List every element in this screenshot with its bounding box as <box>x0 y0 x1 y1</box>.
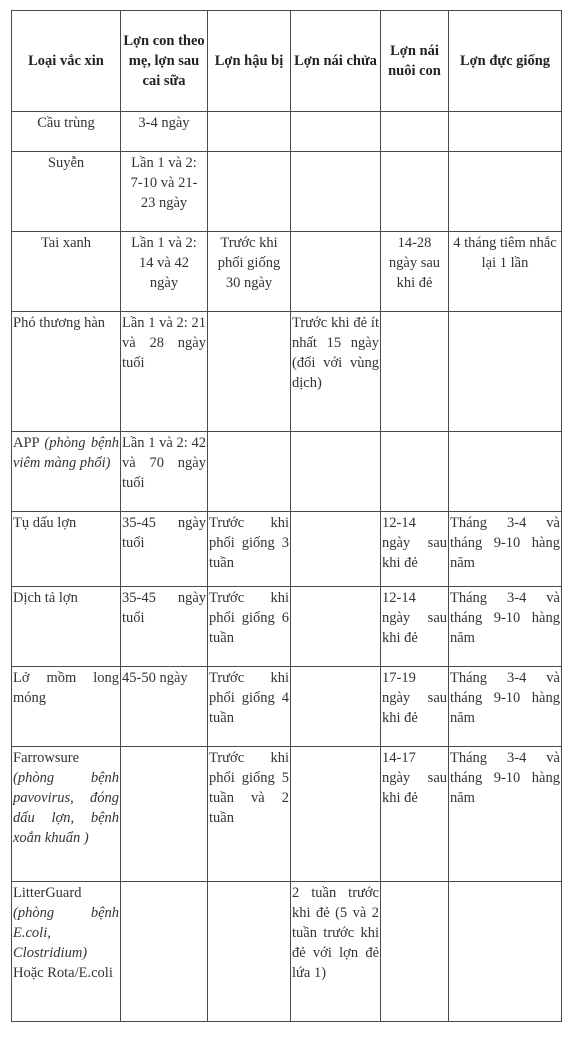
vaccine-name-cell <box>12 112 121 152</box>
table-row <box>12 587 562 667</box>
schedule-text <box>381 112 448 114</box>
schedule-text: Tháng 3-4 và tháng 9-10 hàng năm <box>450 515 560 571</box>
schedule-text <box>291 152 380 154</box>
vaccine-name: Tai xanh <box>40 235 92 251</box>
schedule-cell-pregnant-sows <box>291 112 381 152</box>
table-row <box>12 152 562 232</box>
header-pregnant-sows: Lợn nái chửa <box>291 11 381 112</box>
schedule-cell-pregnant-sows <box>291 587 381 667</box>
schedule-text: Lần 1 và 2: 7-10 và 21-23 ngày <box>130 155 198 211</box>
schedule-text <box>381 432 448 434</box>
schedule-text: 12-14 ngày sau khi đẻ <box>382 515 447 571</box>
schedule-cell-pregnant-sows <box>291 667 381 747</box>
schedule-cell-gilts <box>208 882 291 1022</box>
schedule-cell-pregnant-sows <box>291 152 381 232</box>
schedule-text <box>121 882 207 884</box>
schedule-text <box>449 432 561 434</box>
header-boars: Lợn đực giống <box>449 11 562 112</box>
schedule-text: 2 tuần trước khi đẻ (5 và 2 tuần trước khi đẻ với lợn đẻ lứa 1) <box>292 885 379 981</box>
schedule-cell-pregnant-sows <box>291 882 381 1022</box>
vaccine-name-cell <box>12 432 121 512</box>
schedule-text <box>291 112 380 114</box>
schedule-text <box>208 432 290 434</box>
schedule-cell-gilts <box>208 152 291 232</box>
schedule-cell-lactating-sows <box>381 667 449 747</box>
table-row <box>12 432 562 512</box>
vaccine-name: APP <box>13 435 40 451</box>
table-row <box>12 312 562 432</box>
schedule-cell-piglets <box>121 112 208 152</box>
schedule-text <box>381 152 448 154</box>
schedule-cell-lactating-sows <box>381 587 449 667</box>
table-row <box>12 232 562 312</box>
table-row <box>12 512 562 587</box>
header-vaccine-type: Loại vắc xin <box>12 11 121 112</box>
schedule-text: 45-50 ngày <box>122 670 188 686</box>
schedule-text: Trước khi phối giống 6 tuần <box>209 590 289 646</box>
schedule-cell-lactating-sows <box>381 432 449 512</box>
schedule-text <box>381 882 448 884</box>
vaccine-name-cell <box>12 587 121 667</box>
schedule-text: 35-45 ngày tuổi <box>122 590 206 626</box>
vaccine-name-cell <box>12 882 121 1022</box>
schedule-text: Trước khi phối giống 30 ngày <box>217 235 281 291</box>
schedule-cell-piglets <box>121 232 208 312</box>
schedule-cell-boars <box>449 667 562 747</box>
schedule-cell-boars <box>449 112 562 152</box>
schedule-text <box>381 312 448 314</box>
schedule-cell-gilts <box>208 112 291 152</box>
schedule-cell-gilts <box>208 587 291 667</box>
vaccine-name: Tụ dấu lợn <box>13 515 77 531</box>
schedule-cell-gilts <box>208 232 291 312</box>
schedule-text: Tháng 3-4 và tháng 9-10 hàng năm <box>450 750 560 806</box>
schedule-text <box>449 152 561 154</box>
schedule-cell-gilts <box>208 747 291 882</box>
vaccine-schedule-table <box>11 10 562 1022</box>
schedule-cell-lactating-sows <box>381 512 449 587</box>
schedule-cell-boars <box>449 432 562 512</box>
header-piglets: Lợn con theo mẹ, lợn sau cai sữa <box>121 11 208 112</box>
schedule-cell-pregnant-sows <box>291 512 381 587</box>
schedule-text: Lần 1 và 2: 14 và 42 ngày <box>131 235 197 291</box>
schedule-cell-piglets <box>121 667 208 747</box>
schedule-cell-gilts <box>208 667 291 747</box>
vaccine-name: Dịch tả lợn <box>13 590 78 606</box>
schedule-cell-lactating-sows <box>381 232 449 312</box>
schedule-cell-piglets <box>121 882 208 1022</box>
schedule-text: Trước khi phối giống 3 tuần <box>209 515 289 571</box>
vaccine-name-cell <box>12 232 121 312</box>
schedule-cell-boars <box>449 587 562 667</box>
table-row <box>12 667 562 747</box>
schedule-text <box>208 112 290 114</box>
vaccine-name-cell <box>12 667 121 747</box>
schedule-cell-pregnant-sows <box>291 747 381 882</box>
schedule-cell-pregnant-sows <box>291 312 381 432</box>
vaccine-name-cell <box>12 152 121 232</box>
schedule-cell-lactating-sows <box>381 747 449 882</box>
table-row <box>12 747 562 882</box>
schedule-cell-lactating-sows <box>381 312 449 432</box>
table-row <box>12 882 562 1022</box>
vaccine-note: (phòng bệnh viêm màng phổi) <box>13 435 120 471</box>
schedule-cell-boars <box>449 882 562 1022</box>
table-row <box>12 112 562 152</box>
schedule-cell-piglets <box>121 312 208 432</box>
schedule-cell-gilts <box>208 312 291 432</box>
schedule-text <box>208 152 290 154</box>
schedule-cell-lactating-sows <box>381 112 449 152</box>
schedule-text: Trước khi phối giống 4 tuần <box>209 670 289 726</box>
vaccine-name-cell <box>12 747 121 882</box>
vaccine-name: Phó thương hàn <box>13 315 106 331</box>
schedule-text <box>208 312 290 314</box>
schedule-text: Trước khi đẻ ít nhất 15 ngày (đối với vùng dịch) <box>292 315 379 391</box>
vaccine-name: Lở mồm long móng <box>13 670 119 706</box>
schedule-cell-boars <box>449 747 562 882</box>
schedule-text: 14-17 ngày sau khi đẻ <box>382 750 447 806</box>
schedule-cell-piglets <box>121 152 208 232</box>
vaccine-alternative: Hoặc Rota/E.coli <box>13 965 113 981</box>
schedule-cell-piglets <box>121 747 208 882</box>
vaccine-note: (phòng bệnh pavovirus, đóng dấu lợn, bệnh xoắn khuẩn ) <box>13 770 119 846</box>
schedule-text: 12-14 ngày sau khi đẻ <box>382 590 447 646</box>
vaccine-name: Cầu trùng <box>37 115 95 131</box>
schedule-cell-pregnant-sows <box>291 232 381 312</box>
schedule-text <box>449 112 561 114</box>
table-header-row <box>12 11 562 112</box>
schedule-text: 17-19 ngày sau khi đẻ <box>382 670 447 726</box>
schedule-text: Trước khi phối giống 5 tuần và 2 tuần <box>209 750 289 826</box>
schedule-text: 4 tháng tiêm nhắc lại 1 lần <box>453 235 557 271</box>
schedule-text <box>291 747 380 749</box>
schedule-text: 35-45 ngày tuổi <box>122 515 206 551</box>
schedule-text <box>291 667 380 669</box>
schedule-text: Lần 1 và 2: 42 và 70 ngày tuổi <box>122 435 206 491</box>
schedule-text: Tháng 3-4 và tháng 9-10 hàng năm <box>450 670 560 726</box>
schedule-cell-lactating-sows <box>381 882 449 1022</box>
schedule-cell-piglets <box>121 587 208 667</box>
schedule-text <box>449 882 561 884</box>
schedule-cell-boars <box>449 512 562 587</box>
schedule-text <box>291 432 380 434</box>
vaccine-name-cell <box>12 312 121 432</box>
schedule-text <box>121 747 207 749</box>
schedule-text <box>291 512 380 514</box>
schedule-cell-lactating-sows <box>381 152 449 232</box>
schedule-text: Lần 1 và 2: 21 và 28 ngày tuổi <box>122 315 206 371</box>
schedule-text: 14-28 ngày sau khi đẻ <box>388 235 441 291</box>
header-gilts: Lợn hậu bị <box>208 11 291 112</box>
vaccine-note: (phòng bệnh E.coli, Clostridium) <box>13 905 119 961</box>
schedule-cell-boars <box>449 152 562 232</box>
schedule-text: 3-4 ngày <box>138 115 190 131</box>
schedule-text: Tháng 3-4 và tháng 9-10 hàng năm <box>450 590 560 646</box>
schedule-cell-boars <box>449 232 562 312</box>
schedule-cell-gilts <box>208 432 291 512</box>
vaccine-name-cell <box>12 512 121 587</box>
header-lactating-sows: Lợn nái nuôi con <box>381 11 449 112</box>
vaccine-name: Suyễn <box>47 155 85 171</box>
schedule-text <box>208 882 290 884</box>
vaccine-name: Farrowsure <box>13 750 80 766</box>
schedule-cell-gilts <box>208 512 291 587</box>
vaccine-name: LitterGuard <box>13 885 82 901</box>
schedule-cell-pregnant-sows <box>291 432 381 512</box>
schedule-cell-piglets <box>121 432 208 512</box>
schedule-text <box>291 232 380 234</box>
schedule-text <box>449 312 561 314</box>
schedule-text <box>291 587 380 589</box>
schedule-cell-piglets <box>121 512 208 587</box>
schedule-cell-boars <box>449 312 562 432</box>
